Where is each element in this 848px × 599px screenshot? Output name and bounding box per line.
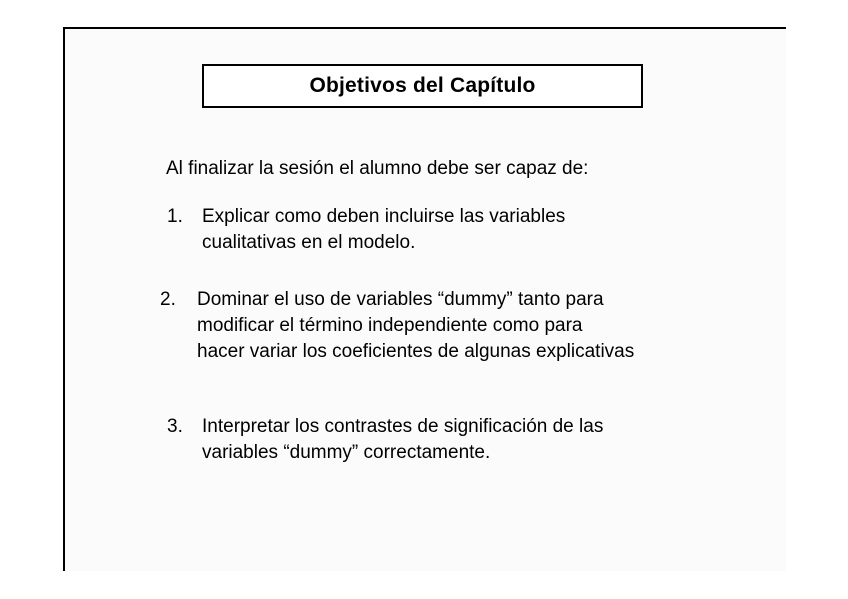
slide-title: Objetivos del Capítulo <box>309 74 536 97</box>
objective-text <box>197 287 634 365</box>
objective-line: modificar el término independiente como para <box>197 315 583 336</box>
intro-text: Al finalizar la sesión el alumno debe ser capaz de: <box>166 158 589 179</box>
objective-line: cualitativas en el modelo. <box>202 232 416 253</box>
objective-number: 1. <box>167 206 183 227</box>
objective-number: 3. <box>167 416 183 437</box>
objective-line: hacer variar los coeficientes de algunas explicativas <box>197 341 635 362</box>
objective-text <box>202 414 603 466</box>
objective-text <box>202 204 565 256</box>
objective-line: variables “dummy” correctamente. <box>202 442 491 463</box>
objective-line: Interpretar los contrastes de significación de las <box>202 416 604 437</box>
objective-line: Explicar como deben incluirse las variables <box>202 206 566 227</box>
objective-line: Dominar el uso de variables “dummy” tanto para <box>197 289 604 310</box>
title-box <box>202 64 643 108</box>
objective-number: 2. <box>160 289 176 310</box>
slide <box>63 27 786 571</box>
